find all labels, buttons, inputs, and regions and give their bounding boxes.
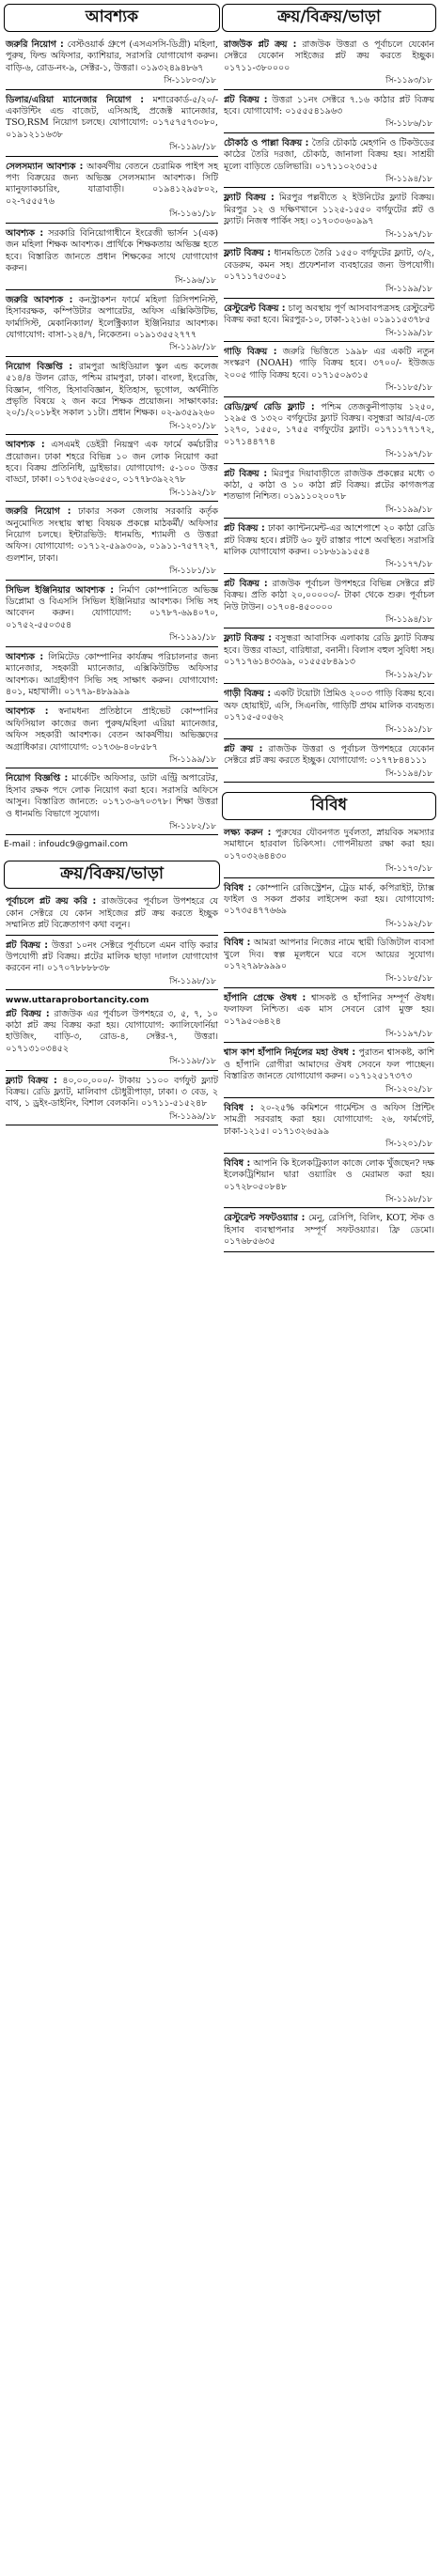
classified-ad: [222, 136, 436, 189]
ad-keyword: বিবিধ :: [224, 1103, 254, 1114]
classified-ad: [222, 742, 436, 783]
section-header-buy-sell-rent: ক্রয়/বিক্রয়/ভাড়া: [4, 861, 220, 889]
ad-text: পুরাতন শ্বাসকষ্ট, কাশি ও হাঁপানি রোগীরা আমাদের ঔষধ সেবনে ফল পাচ্ছেন। বিস্তারিত জানতে যোগাযোগ করুন। ০১৭১২৫১৭৩৭৩: [224, 1047, 434, 1082]
ad-text: আপনি কি ইলেকট্রিক্যাল কাজে লোক খুঁজছেন? দক্ষ ইলেকট্রিশিয়ান দ্বারা ওয়্যারিং ও মেরামত করা হয়। ০১৭২৮০৫০৮৪৮: [224, 1157, 435, 1192]
ad-keyword: ফ্ল্যাট বিক্রয় :: [224, 248, 272, 259]
section-header-misc: বিবিধ: [222, 792, 436, 820]
ad-reference-code: সি-১১৮২/১৮: [6, 820, 218, 835]
ad-reference-code: সি-১১৯২/১৮: [224, 918, 434, 933]
ad-text: কোম্পানি রেজিস্ট্রেশন, ট্রেড মার্ক, কপিরাইট, ট্যাক্স ফাইল ও সকল প্রকার লাইসেন্স করা হয়। যোগাযোগ: ০১৭৩৫৪৭৭৬৬৯: [224, 882, 434, 917]
ad-reference-code: সি-১১৮৬/১৮: [224, 117, 434, 132]
classified-ad: [4, 160, 220, 224]
ad-reference-code: সি-১১৯৭/১৮: [224, 448, 434, 463]
ad-text: চালু অবস্থায় পূর্ণ আসবাবপত্রসহ রেস্টুরেন্ট বিক্রয় করা হবে। মিরপুর-১০, ঢাকা-১২১৬। ০১৯১১৫৩৭৮৫: [224, 303, 434, 326]
ad-reference-code: সি-১২০১/১৮: [6, 420, 218, 435]
classified-ad: [4, 38, 220, 90]
classified-ad: [4, 771, 220, 835]
ad-text: এসএমই ডেইরী নিয়ন্ত্রণ এক ফার্মে কর্মচারীর প্রয়োজন। ঢাকা শহরে বিভিন্ন ১০ জন লোক নিয়োগ করা হবে। বিক্রয় প্রতিনিধি, ড্রাইভার। যোগাযোগ: ৫-১০০ উত্তর বাড্ডা, ঢাকা। ০১৭৩৫২৬০৫৫০, ০১৭৭৮৩৯২২৭৮: [6, 440, 219, 486]
ad-keyword: ফ্ল্যাট বিক্রয় :: [224, 193, 275, 204]
ad-text: সরকারি বিনিয়োগাধীনে ইংরেজী ভার্সন ১(এক) জন মহিলা শিক্ষক আবশ্যক। প্রার্থিকে শিক্ষকতায় অভিজ্ঞ হতে হবে। বিস্তারিত জানতে প্রধান শিক্ষকের সাথে যোগাযোগ করুন।: [6, 227, 218, 273]
ad-keyword: লক্ষ্য করুন :: [224, 827, 272, 838]
classified-ad: [222, 467, 436, 520]
ad-text: ঢাকার সকল জেলায় সরকারি কর্তৃক অনুমোদিত সংস্থায় স্বাস্থ্য বিষয়ক প্রকল্পে মাঠকর্মী/ অফিসার নিয়োগ চলছে। ইন্টারভিউ: ধানমন্ডি, শ্যামলী ও উত্তরা অফিস। যোগাযোগ: ০১৭১২-৫৯৯৩০৯, ০১৯১১-৭৫৭৭২৭, গুলশান, ঢাকা।: [6, 506, 218, 564]
ad-keyword: সেলসম্যান আবশ্যক :: [6, 161, 84, 172]
classified-ad: [4, 1074, 220, 1126]
classified-ad: [222, 400, 436, 464]
classified-ad: [4, 504, 220, 580]
ad-text: রাজউক এর পূর্বাচল উপশহরে ৩, ৫, ৭, ১০ কাঠা প্লট ক্রয় বিক্রয় করা হয়। যোগাযোগ: ক্যালিফোর্নিয়া হাউজিং, বাড়ি-৩, রোড-৪, সেক্টর-৭, উত্তরা। ০১৭১৩১০৩৪৫২: [6, 1008, 219, 1054]
ad-text: মিরপুর পল্লবীতে ২ ইউনিটের ফ্ল্যাট বিক্রয়। মিরপুর ১২ ও দক্ষিণখানে ১১২৫-১৫৫০ বর্গফুটের প্লট ও ফ্ল্যাট। নিজস্ব পার্কিং সহ। ০১৭০৩০৬০৯৯৭: [224, 193, 434, 227]
ad-keyword: বিবিধ :: [224, 938, 251, 949]
classified-ad: [222, 936, 436, 988]
ad-keyword: ফ্ল্যাট বিক্রয় :: [224, 633, 273, 644]
ads-list-buy-sell-right: [222, 38, 436, 783]
ad-reference-code: সি-১১৯৭/১৮: [224, 228, 434, 243]
ad-reference-code: সি-১১৯৭/১৮: [224, 1028, 434, 1043]
ad-keyword: প্লট বিক্রয় :: [224, 468, 268, 479]
ad-keyword: বিবিধ :: [224, 882, 252, 893]
classified-ad: [4, 583, 220, 647]
ad-keyword: হাঁপানি প্রেক্ষে ঔষধ :: [224, 992, 306, 1003]
ad-keyword: আবশ্যক :: [6, 706, 49, 718]
classified-ad: [4, 1007, 220, 1071]
classified-ad: [222, 93, 436, 133]
contact-email[interactable]: E-mail : infoudc9@gmail.com: [4, 840, 129, 850]
ad-reference-code: সি-১১৮০৩/১৮: [6, 74, 218, 89]
classified-ad: [4, 939, 220, 991]
classified-ad: [222, 521, 436, 574]
ad-reference-code: [224, 1249, 434, 1252]
ad-reference-code: সি-১১৯৯/১৮: [224, 327, 434, 342]
ad-text: রামপুরা আইডিয়াল স্কুল এন্ড কলেজ ৫১৪/৪ উলন রোড, পশ্চিম রামপুরা, ঢাকা। বাংলা, ইংরেজি, বিজ্ঞান, গণিত, হিসাববিজ্ঞান, ইতিহাস, ভূগোল, অর্থনীতি প্রভৃতি বিষয়ে ২ জন করে শিক্ষক প্রয়োজন। সাক্ষাৎকার: ২০/১/২০১৮ইং সকাল ১১টা। প্রধান শিক্ষক। ০২-৯৩৫৯২৬০: [6, 361, 219, 419]
ad-keyword: রেস্টুরেন্ট বিক্রয় :: [224, 303, 286, 314]
ad-reference-code: সি-১১৯৮/১৮: [6, 975, 218, 990]
ad-reference-code: সি-১১৯১/১৮: [6, 631, 218, 646]
ad-keyword: জরুরি নিয়োগ :: [6, 39, 64, 50]
ad-text: একটি টয়োটা প্রিমিও ২০০৩ গাড়ি বিক্রয় হবে। অফ হোয়াইট, এসি, সিএনজি, গাড়িটি প্রথম মালিক ব্যবহৃত। ০১৭১৫-৫০৫৬২: [224, 689, 435, 722]
ad-keyword: প্লট বিক্রয় :: [6, 1008, 50, 1019]
ad-keyword: চৌকাঠ ও পাল্লা বিক্রয় :: [224, 137, 309, 148]
classified-ad: [4, 993, 220, 1006]
ad-text: রাজউক উত্তরা ও পূর্বাচল উপশহরে যেকোন সেক্টরে প্লট ক্রয় করতে ইচ্ছুক। যোগাযোগ: ০১৭৭৮৪৪১১১: [224, 743, 435, 767]
ad-reference-code: সি-১১৯২/১৮: [224, 669, 434, 684]
ad-text: নির্মাণ কোম্পানিতে অভিজ্ঞ ডিপ্লোমা ও বিএসসি সিভিল ইঞ্জিনিয়ার আবশ্যক। সিভি সহ আবেদন করুন। যোগাযোগ: ০১৭৮৭-৬৯৪০৭০, ০১৭৫২-৫৫০৩৫৪: [6, 584, 218, 630]
ad-text: উত্তরা ১০নং সেক্টরে পূর্বাচলে এমন বাড়ি করার উপযোগী প্লট বিক্রয়। প্লটের মালিক ছাড়া দালাল যোগাযোগ করবেন না। ০১৭০৭৮৮৮৮৩৮: [6, 939, 218, 974]
ad-keyword: নিয়োগ বিজ্ঞপ্তি :: [6, 773, 69, 784]
classified-ad: [4, 705, 220, 768]
ad-text: শ্বাসকষ্ট ও হাঁপানির সম্পূর্ণ ঔষধ। ফলাফল নিশ্চিত। এক মাস সেবনে রোগ মুক্ত হয়। ০১৭৯৫০৬৪২৪: [224, 992, 435, 1027]
ad-reference-code: সি-১১৯৯/১৮: [224, 504, 434, 519]
ad-text: মশারেকার্ড-৫/২০/- একাউন্টিং এন্ড বাজেট, এসিআই, প্রজেক্ট ম্যানেজার, TSO,RSM নিয়োগ চলছে। যোগাযোগ: ০১৭৫৭৫৭৩০৮০, ০১৯১২১১৬৩৮: [6, 94, 218, 140]
classified-ad: [4, 93, 220, 157]
ad-reference-code: সি-১১৯৮/১৮: [224, 1193, 434, 1208]
left-column: [4, 0, 220, 2576]
ads-list-misc: [222, 826, 436, 1252]
ad-reference-code: সি-১১৯৮/১৮: [6, 1055, 218, 1070]
classified-ad: [222, 38, 436, 90]
ads-list-buy-sell-left: [4, 894, 220, 1125]
ad-text: আমরা আপনার নিজের নামে স্থায়ী ডিজিটাল ব্যবসা খুলে দিব। স্বল্প মূলধনে ঘরে বসে আয়ের সুযোগ। ০১৭২৭৯৮৯৯৯০: [224, 938, 435, 971]
ad-keyword: প্লট বিক্রয় :: [224, 578, 268, 589]
classified-ad: [222, 826, 436, 878]
ad-keyword: জরুরি নিয়োগ :: [6, 506, 71, 518]
classified-ad: [222, 881, 436, 934]
ad-text: পশ্চিম তেজকুনীপাড়ায় ১২৫০, ১২৯৫ ও ১৩২০ বর্গফুটের ফ্ল্যাট বিক্রয়। বসুন্ধরা আর/এ-তে ১২৭০, ১৫৫০, ১৭৫৫ বর্গফুটের ফ্ল্যাট। ০১৭১১৭৭১৭২, ০১৭১৪৪৭৭৪: [224, 401, 434, 447]
ad-reference-code: সি-১১৮৫/১৮: [224, 972, 434, 987]
classified-ad: [222, 1156, 436, 1209]
ad-reference-code: সি-১১৮১/১৮: [6, 565, 218, 580]
ad-text: ঢাকা ক্যান্টনমেন্ট-এর আশেপাশে ২০ কাঠা রেডি প্লট বিক্রয় হবে। প্লটটি ৬০ ফুট রাস্তার পাশে অবস্থিত। সরাসরি মালিক যোগাযোগ করুন। ০১৮৬১৯১৫৫৪: [224, 523, 435, 558]
ad-keyword: বিবিধ :: [224, 1157, 251, 1169]
ad-reference-code: সি-১১৯৯/১৮: [6, 1110, 218, 1125]
ads-list-wanted: [4, 38, 220, 835]
ad-keyword: গাড়ী বিক্রয় :: [224, 689, 272, 700]
classified-ad: [4, 650, 220, 703]
ad-reference-code: সি-১২০২/১৮: [224, 1083, 434, 1098]
ad-text: রাজউকের পূর্বাচল উপশহরে যে কোন সেক্টরে যে কোন সাইজের প্লট ক্রয় করতে ইচ্ছুক সম্মানিত প্লট বিক্রেতাগণ কথা বলুন।: [6, 896, 218, 931]
ad-text: ধানমন্ডিতে তৈরি ১৫৫০ বর্গফুটের ফ্ল্যাট, ৩/২, বেডরুম, কমন সহ। প্রফেশনাল ব্যবহারের জন্য উপযোগী। ০১৭১১৭৫৩০৫১: [224, 248, 434, 282]
ad-text: লিমিটেড কোম্পানির কার্যক্রম পরিচালনার জন্য ম্যানেজার, সহকারী ম্যানেজার, এক্সিকিউটিভ অফিসার আবশ্যক। আগ্রহীগণ সিভি সহ সাক্ষাৎ করুন। যোগাযোগ: ৪০১, মহাখালী। ০১৭৭৯-৪৮৯৯৯৯: [6, 651, 218, 697]
classified-ad: [222, 246, 436, 299]
section-header-buy-sell-rent-right: ক্রয়/বিক্রয়/ভাড়া: [222, 4, 436, 32]
ad-reference-code: সি-১১৭৭/১৮: [224, 558, 434, 573]
ad-reference-code: সি-১১৭০/১৮: [224, 862, 434, 877]
ad-keyword: রেস্টুরেন্ট সফটওয়্যার :: [224, 1213, 306, 1224]
classified-ad: [222, 1211, 436, 1251]
classified-ad: [4, 438, 220, 502]
ad-keyword: নিয়োগ বিজ্ঞপ্তি :: [6, 361, 73, 372]
ad-text: উত্তরা ১১নং সেক্টরে ৭.১৬ কাঠার প্লট বিক্রয় হবে। যোগাযোগ: ০১৫৫৫৪১৯৬৩: [224, 94, 435, 117]
ad-reference-code: সি-১১৮৫/১৮: [224, 381, 434, 396]
classified-ad: [222, 687, 436, 739]
ad-reference-code: সি-১১৯৩/১৮: [224, 74, 434, 89]
ad-text: পুরুষের যৌবনগত দুর্বলতা, স্নায়বিক সমস্যার সমাধানে হারবাল চিকিৎসা। গোপনীয়তা রক্ষা করা হয়। ০১৭০৩২৬৪৪৩০: [224, 827, 434, 861]
ad-text: জরুরি ভিত্তিতে ১৯৯৮ এর একটি নতুন সংস্করণ (NOAH) গাড়ি বিক্রয় হবে। ৩৭০০/- ইউজড ২০০৫ গাড়ি বিক্রয় হবে। ০১৭১৫০৯৩১৫: [224, 346, 434, 380]
ad-text: ২০-২৫% কমিশনে গার্মেন্টস ও অফিস প্রিন্টিং সামগ্রী সরবরাহ করা হয়। যোগাযোগ: ২৬, ফার্মগেট, ঢাকা-১২১৫। ০১৭১৩২৬৫৯৯: [224, 1103, 434, 1137]
ad-keyword: আবশ্যক :: [6, 440, 45, 451]
ad-keyword: পূর্বাচলে প্লট ক্রয় করি :: [6, 896, 97, 908]
classified-ad: [222, 302, 436, 342]
ad-keyword: প্লট ক্রয় :: [224, 743, 263, 754]
ad-keyword: জরুরি আবশ্যক :: [6, 294, 73, 305]
ad-text: কনস্ট্রাকশন ফার্মে মহিলা রিসিপশনিস্ট, হিসাবরক্ষক, কম্পিউটার অপারেটর, অফিস এক্সিকিউটিভ, ফার্মাসিস্ট, মেকানিক্যাল/ ইলেক্ট্রিক্যাল ইঞ্জিনিয়ার আবশ্যক। যোগাযোগ: বাসা-১২৪/৭, নিকেতন। ০১৯১৩৫৫২৭৭৭: [6, 294, 218, 340]
ad-reference-code: সি-১২০১/১৮: [224, 1138, 434, 1153]
ad-keyword: প্লট বিক্রয় :: [224, 523, 265, 535]
ad-keyword: প্লট বিক্রয় :: [224, 94, 268, 105]
ad-text: মার্কেটিং অফিসার, ডাটা এন্ট্রি অপারেটর, হিসাব রক্ষক পদে লোক নিয়োগ করা হবে। সরাসরি অফিসে আসুন। বিস্তারিত জানতে: ০১৭১৩-৬৭০৩৭৮। শিক্ষা উত্তরা ও ধানমন্ডি বিভাগে সুযোগ।: [6, 773, 219, 819]
right-column: [222, 0, 436, 2576]
ad-reference-code: সি-১১৯৯/১৮: [6, 753, 218, 768]
section-header-wanted: আবশ্যক: [4, 4, 220, 32]
classified-ad: [4, 894, 220, 935]
classified-ad: [222, 991, 436, 1044]
ad-reference-code: সি-১১৯৯/১৮: [224, 283, 434, 298]
ad-keyword: ফ্ল্যাট বিক্রয় :: [6, 1075, 57, 1086]
ad-text: রাজউক উত্তরা ও পূর্বাচলে যেকোন সেক্টরে যেকোন সাইজের প্লট ক্রয় করতে ইচ্ছুক। ০১৭১১-৩৮০০০০: [224, 39, 434, 73]
ad-keyword: প্লট বিক্রয় :: [6, 939, 49, 951]
classified-ad: [4, 360, 220, 435]
ad-keyword: গাড়ি বিক্রয় :: [224, 346, 277, 357]
classified-ad: [222, 191, 436, 243]
ad-keyword: আবশ্যক :: [6, 651, 44, 662]
classified-ad: [4, 293, 220, 357]
ad-reference-code: [6, 698, 218, 702]
ad-text: মেনু, রেসিপি, বিলিং, KOT, স্টক ও হিসাব ব্যবস্থাপনার সম্পূর্ণ সফটওয়্যার। ফ্রি ডেমো। ০১৭৬৮৫৬৩৫: [224, 1213, 434, 1248]
ad-keyword: রেডি/ফ্লর্থ রেডি ফ্ল্যাট :: [224, 401, 315, 412]
ad-keyword: ডিলার/এরিয়া ম্যানেজার নিয়োগ :: [6, 94, 144, 105]
ad-reference-code: সি-১৯৬/১৮: [6, 274, 218, 289]
ad-text: রাজউক পূর্বাচল উপশহরে বিভিন্ন সেক্টরে প্লট বিক্রয়। প্রতি কাঠা ২০,০০০০০/- টাকা থেকে শুরু। পূর্বাচল নিউ টাউন। ০১৭০৪-৪৫০০০০: [224, 578, 435, 613]
ad-reference-code: [6, 932, 218, 936]
ad-keyword: রাজউক প্লট ক্রয় :: [224, 39, 297, 50]
ad-reference-code: সি-১১৯২/১৮: [6, 487, 218, 502]
ad-reference-code: সি-১১৬১/১৮: [6, 208, 218, 223]
ad-reference-code: সি-১১৯১/১৮: [224, 723, 434, 738]
ad-text: ৪০,০০,০০০/- টাকায় ১১০০ বর্গফুট ফ্ল্যাট বিক্রয়। রেডি ফ্ল্যাট, মালিবাগ চৌধুরীপাড়া, ঢাকা। ৩ বেড, ২ বাথ, ১ ড্রইং-ডাইনিং, বিশাল বেলকনি। ০১৭১১-৫১৫২৪৮: [6, 1075, 218, 1110]
ad-keyword: সিভিল ইঞ্জিনিয়ার আবশ্যক :: [6, 584, 114, 596]
ad-text: বসুন্ধরা আবাসিক এলাকায় রেডি ফ্ল্যাট বিক্রয় হবে। উত্তর বাড্ডা, বারিধারা, বনানী। বিলাস বহুল সুবিধা সহ। ০১৭১৭৬১৪৩৩৯৯, ০১৫৫৫৮৪৯১৩: [224, 633, 434, 668]
ad-text: বেস্টওয়ার্ক গ্রুপে (এসএসসি-ডিগ্রী) মহিলা, পুরুষ, ফিল্ড অফিসার, ক্যাশিয়ার, সরাসরি যোগাযোগ করুন। বাড়ি-৬, রোড-নং-৯, সেক্টর-১, উত্তরা। ০১৯৩২৪৯৪৮৬৭: [6, 39, 218, 73]
ad-reference-code: সি-১১৯৮/১৮: [6, 141, 218, 156]
classified-ad: [222, 345, 436, 397]
ad-text: স্বনামধন্য প্রতিষ্ঠানে প্রাইভেট কোম্পানির অফিসিয়াল কাজের জন্য পুরুষ/মহিলা এরিয়া ম্যানেজার, অফিস সহকারী আবশ্যক। বেতন আকর্ষণীয়। অভিজ্ঞদের অগ্রাধিকার। যোগাযোগ: ০১৭৩৬-৪০৮৫৮৭: [6, 706, 218, 753]
ad-website-link[interactable]: www.uttaraprobortancity.com: [6, 996, 149, 1006]
ad-reference-code: সি-১১৯৪/১৮: [224, 613, 434, 628]
ad-keyword: আবশ্যক :: [6, 227, 44, 239]
classified-ad: [222, 577, 436, 629]
ad-keyword: শ্বাস কাশ হাঁপানি নির্মূলের মহা ঔষধ :: [224, 1047, 356, 1059]
classified-ad: [4, 226, 220, 290]
ad-reference-code: সি-১১৯৪/১৮: [224, 173, 434, 188]
ad-reference-code: সি-১১৯৮/১৮: [6, 341, 218, 356]
ad-text: আকর্ষণীয় বেতনে চেরামিক পাইপ সহ পণ্য বিক্রয়ের জন্য অভিজ্ঞ সেলসম্যান আবশ্যক। সিটি ম্যানুফ্যাকচারিং, যাত্রাবাড়ী। ০১৯৪১২৯৫৮০২, ০২-৭৫৫৫৭৬: [6, 161, 219, 207]
ad-text: মিরপুর দিয়াবাড়ীতে রাজউক প্রকল্পের মধ্যে ৩ কাঠা, ৫ কাঠা ও ১০ কাঠা প্লট বিক্রয়। প্লটের কাগজপত্র শতভাগ নিশ্চিত। ০১৯১১০২০০৭৮: [224, 468, 435, 503]
ad-text: তৈরি চৌকাঠ মেহগনি ও টিকউডের কাঠের তৈরি দরজা, চৌকাঠ, জানালা বিক্রয় হয়। সাশ্রয়ী মূল্যে বাড়িতে ডেলিভারি। ০১৭১১০২৩৫১৫: [224, 137, 434, 172]
ad-reference-code: সি-১১৯৪/১৮: [224, 768, 434, 783]
classified-ad: [222, 631, 436, 684]
classified-ad: [222, 1101, 436, 1154]
classified-ad: [222, 1046, 436, 1098]
